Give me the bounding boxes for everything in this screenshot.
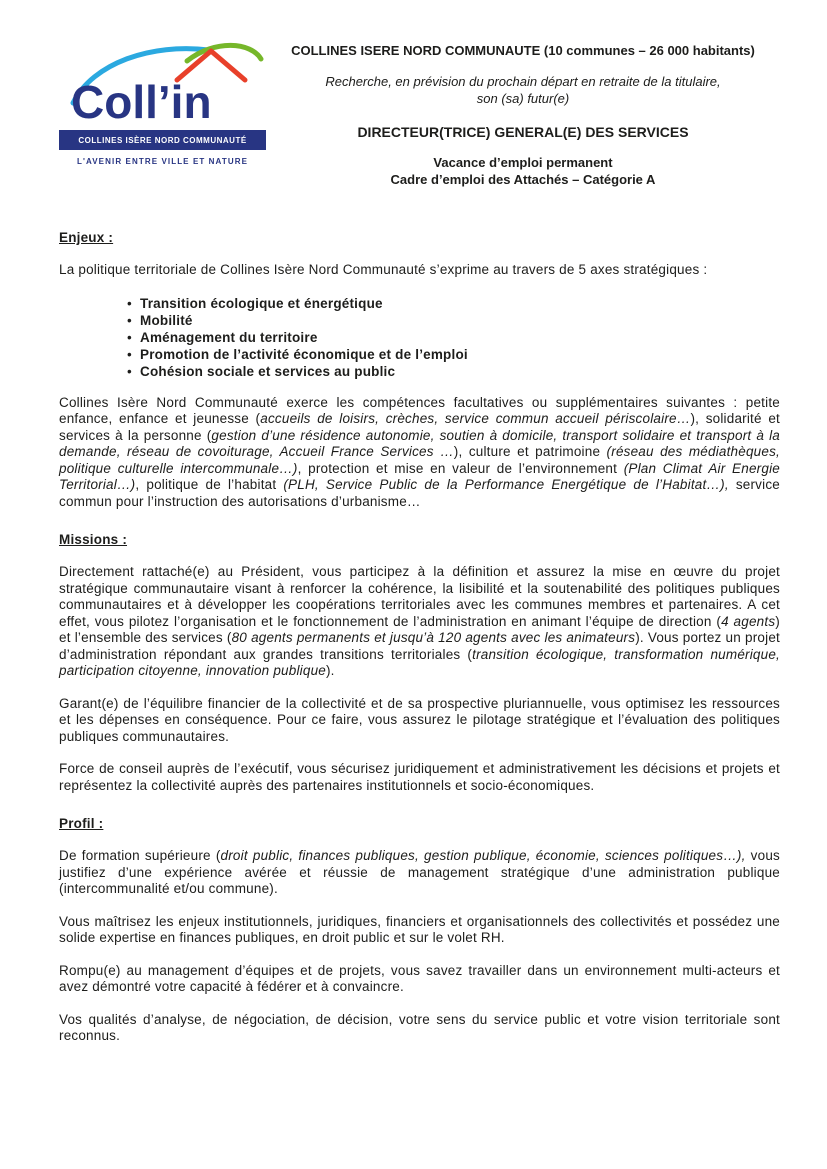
section-missions [59,532,780,794]
list-item: • Cohésion sociale et services au public [127,363,780,380]
collin-logo [59,35,266,166]
paragraph-profil-3: Rompu(e) au management d’équipes et de projets, vous savez travailler dans un environnement multi-acteurs et avez démontré votre capacité à fédérer et à convaincre. [59,962,780,994]
text-segment: , protection et mise en valeur de l’environnement [297,460,624,476]
paragraph-missions-3: Force de conseil auprès de l’exécutif, vous sécurisez juridiquement et administrativement les décisions et projets et représentez la collectivité auprès des partenaires institutionnels et socio-économiques. [59,761,780,793]
vacancy-line1: Vacance d’emploi permanent [433,155,613,170]
text-segment: Collines Isère Nord Communauté exerce les compétences facultatives ou supplémentaires suivantes : petite enfance, enfance et jeunesse ( [59,394,780,426]
enjeux-heading: Enjeux : [59,230,114,245]
recruitment-intro-line2: son (sa) futur(e) [476,91,570,106]
paragraph-profil-4: Vos qualités d’analyse, de négociation, de décision, votre sens du service public et votre vision territoriale sont reconnus. [59,1011,780,1043]
text-segment: service commun pour l’instruction des autorisations d’urbanisme… [59,477,780,509]
text-segment: gestion d’une résidence autonomie, soutien à domicile, transport solidaire et transport à la demande, réseau de covoiturage, Accueil France Services … [59,427,780,459]
vacancy-line2: Cadre d’emploi des Attachés – Catégorie A [390,172,656,187]
text-segment: , politique de l’habitat [135,477,284,492]
logo-tagline: L'AVENIR ENTRE VILLE ET NATURE [76,157,249,166]
position-title: DIRECTEUR(TRICE) GENERAL(E) DES SERVICES [357,124,689,140]
text-segment: ). Vous portez un projet d’administration répondant aux grandes transitions territoriales ( [59,630,780,662]
text-segment: ), solidarité et services à la personne ( [59,411,780,443]
text-segment: Directement rattaché(e) au Président, vous participez à la définition et assurez la mise en œuvre du projet stratégique communautaire visant à renforcer la cohérence, la lisibilité et la soutenabilité des politiques publiques communautaires et à développer les coopérations territoriales avec les communes membres et partenaires. A cet effet, vous pilotez l’organisation et le fonctionnement de l’administration en animant l’équipe de direction ( [59,564,780,629]
header-text-block [266,35,780,188]
text-segment: (PLH, Service Public de la Performance Energétique de l’Habitat…), [283,477,729,492]
list-item: • Promotion de l’activité économique et de l’emploi [127,346,780,363]
logo-org-band: COLLINES ISÈRE NORD COMMUNAUTÉ [59,130,266,150]
text-segment: droit public, finances publiques, gestion publique, économie, sciences politiques…), [220,848,746,863]
document-body [59,230,780,1045]
list-item: • Transition écologique et énergétique [127,295,780,312]
recruitment-intro-line1: Recherche, en prévision du prochain départ en retraite de la titulaire, [325,74,721,89]
text-segment: (réseau des médiathèques, politique culturelle intercommunale…) [59,444,780,476]
text-segment: vous justifiez d’une expérience avérée et réussie de management stratégique d’une administration publique (intercommunalité et/ou commune). [59,848,780,896]
strategic-axes-list [59,295,780,380]
text-segment: ). [325,663,335,678]
text-segment: transition écologique, transformation numérique, participation citoyenne, innovation publique [59,646,780,678]
document-header [59,35,780,188]
list-item: • Aménagement du territoire [127,329,780,346]
text-segment: (Plan Climat Air Energie Territorial…) [59,460,780,492]
paragraph-missions-2: Garant(e) de l’équilibre financier de la collectivité et de sa prospective pluriannuelle, vous optimisez les ressources et les dépenses en conséquence. Pour ce faire, vous assurez le pilotage stratégique et l’évaluation des politiques publiques communautaires. [59,695,780,744]
section-profil [59,816,780,1045]
org-title: COLLINES ISERE NORD COMMUNAUTE (10 communes – 26 000 habitants) [291,43,755,58]
text-segment: ), culture et patrimoine [453,444,607,459]
paragraph-profil-1 [59,848,780,898]
recruitment-intro [266,73,780,107]
paragraph-competences [59,395,780,511]
text-segment: accueils de loisirs, crèches, service commun accueil périscolaire… [260,411,691,426]
paragraph-missions-1 [59,564,780,680]
list-item: • Mobilité [127,312,780,329]
collin-logo-graphic [59,35,266,130]
vacancy-info [266,154,780,188]
text-segment: 4 agents [721,613,776,629]
logo-wordmark: Coll’in [71,76,212,128]
enjeux-intro: La politique territoriale de Collines Isère Nord Communauté s’exprime au travers de 5 axes stratégiques : [59,262,708,277]
paragraph-profil-2: Vous maîtrisez les enjeux institutionnels, juridiques, financiers et organisationnels des collectivités et possédez une solide expertise en finances publiques, en droit public et sur le volet RH. [59,913,780,945]
text-segment: ) et l’ensemble des services ( [59,613,780,645]
section-enjeux [59,230,780,510]
text-segment: 80 agents permanents et jusqu’à 120 agents avec les animateurs [231,630,636,645]
missions-heading: Missions : [59,532,128,547]
profil-heading: Profil : [59,816,104,831]
text-segment: De formation supérieure ( [59,848,221,863]
